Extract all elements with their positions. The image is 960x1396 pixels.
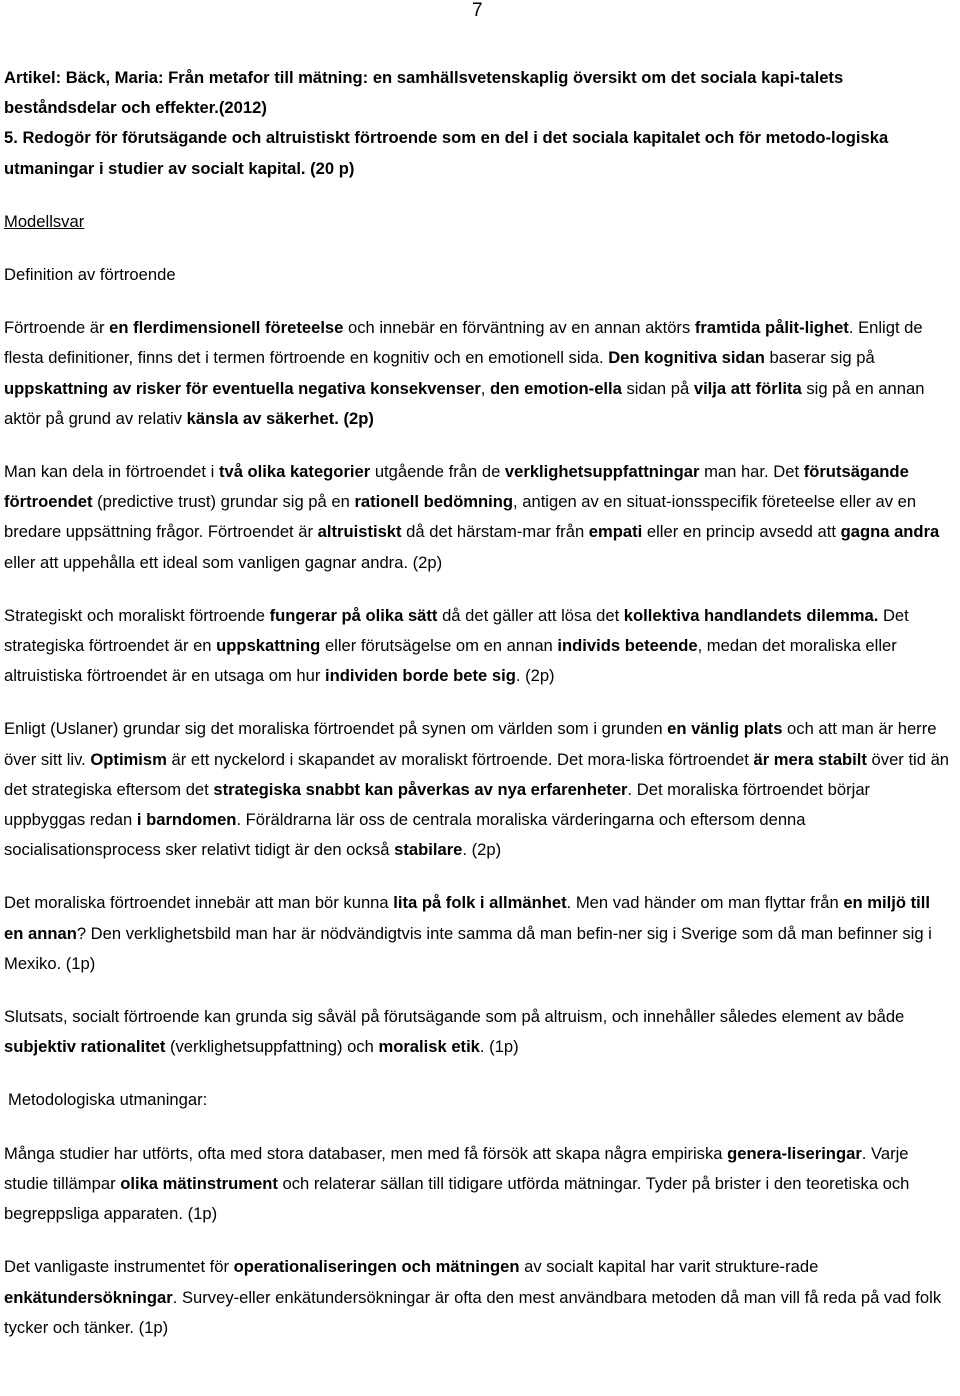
text-run: ? Den verklighetsbild man har är nödvändigtvis inte samma då man befin-ner sig i Sverige som då man befinner sig i Mexiko. (1p): [4, 923, 932, 973]
text-run: man har. Det: [699, 462, 804, 482]
text-run: . (2p): [515, 666, 555, 686]
text-run: . Föräldrarna lär oss de centrala moraliska värderingarna och eftersom denna socialisationsprocess sker relativt tidigt är den också: [4, 810, 806, 860]
text-run: , medan det moraliska eller altruistiska förtroendet är en utsaga om hur: [4, 636, 897, 686]
modellsvar-heading-text: Modellsvar: [4, 211, 85, 231]
text-run: Man kan dela in förtroendet i: [4, 462, 219, 482]
modellsvar-heading: [4, 207, 952, 237]
text-run: över tid än det strategiska eftersom det: [4, 749, 950, 799]
text-run: då det gäller att lösa det: [437, 605, 624, 625]
bold-run: uppskattning av risker för eventuella negativa konsekvenser: [4, 378, 481, 398]
bold-run: genera-liseringar: [727, 1143, 862, 1163]
bold-run: Optimism: [90, 749, 167, 769]
bold-run: vilja att förlita: [693, 378, 802, 398]
text-run: . Det moraliska förtroendet börjar uppbyggas redan: [4, 779, 871, 830]
text-run: Slutsats, socialt förtroende kan grunda sig såväl på förutsägande som på altruism, och innehåller således element av både: [4, 1007, 905, 1027]
bold-run: olika mätinstrument: [120, 1173, 278, 1193]
text-run: sig på en annan aktör på grund av relativ: [4, 378, 925, 428]
text-run: . Men vad händer om man flyttar från: [566, 893, 844, 913]
paragraph-moving: [4, 888, 952, 979]
bold-run: empati: [588, 522, 643, 542]
text-run: ,: [480, 378, 491, 398]
text-run: Det moraliska förtroendet innebär att man bör kunna: [4, 893, 394, 913]
text-run: eller en princip avsedd att: [642, 522, 841, 542]
definition-heading: [4, 260, 952, 290]
bold-run: förutsägande förtroendet: [4, 462, 909, 512]
text-run: eller att uppehålla ett ideal som vanligen gagnar andra. (2p): [4, 552, 443, 572]
text-run: . Varje studie tillämpar: [4, 1143, 909, 1193]
text-run: . Survey-eller enkätundersökningar är ofta den mest användbara metoden då man vill få reda på vad folk tycker och tänker. (1p): [4, 1287, 942, 1337]
text-run: är ett nyckelord i skapandet av moraliskt förtroende. Det mora-liska förtroendet: [166, 749, 754, 769]
paragraph-strategic-moral: [4, 601, 952, 692]
text-run: och att man är herre över sitt liv.: [4, 719, 937, 769]
bold-run: . (2p): [334, 408, 374, 428]
text-run: . Enligt de flesta definitioner, finns det i termen förtroende en kognitiv och en emotionell sida.: [4, 318, 923, 368]
paragraph-instrument: [4, 1252, 952, 1343]
bold-run: är mera stabilt: [753, 749, 867, 769]
bold-run: uppskattning: [216, 636, 321, 656]
text-run: (predictive trust) grundar sig på en: [92, 492, 355, 512]
bold-run: altruistiskt: [317, 522, 402, 542]
bold-run: rationell bedömning: [354, 492, 514, 512]
text-run: Enligt (Uslaner) grundar sig det moraliska förtroendet på synen om världen som i grunden: [4, 719, 668, 739]
text-run: Många studier har utförts, ofta med stora databaser, men med få försök att skapa några empiriska: [4, 1143, 728, 1163]
bold-run: verklighetsuppfattningar: [504, 462, 700, 482]
text-run: . (2p): [462, 840, 502, 860]
text-run: sidan på: [621, 378, 694, 398]
text-run: baserar sig på: [764, 348, 875, 368]
bold-run: enkätundersökningar: [4, 1287, 173, 1307]
bold-run: lita på folk i allmänhet: [393, 893, 567, 913]
paragraph-conclusion: [4, 1002, 952, 1062]
bold-run: två olika kategorier: [218, 462, 371, 482]
bold-run: kollektiva handlandets dilemma.: [623, 605, 879, 625]
text-run: (verklighetsuppfattning) och: [165, 1037, 379, 1057]
bold-run: den emotion-ella: [490, 378, 622, 398]
text-run: Förtroende är: [4, 318, 110, 338]
exam-question-text: 5. Redogör för förutsägande och altruistiskt förtroende som en del i det sociala kapitalet och för metodo-logiska utmaningar i studier av socialt kapital. (20 p): [4, 128, 889, 178]
text-run: Det strategiska förtroendet är en: [4, 605, 909, 656]
metod-heading-text: Metodologiska utmaningar:: [8, 1090, 208, 1110]
definition-heading-text: Definition av förtroende: [4, 265, 176, 285]
bold-run: individs beteende: [557, 636, 698, 656]
document-body: [4, 63, 952, 1343]
bold-run: moralisk etik: [378, 1037, 480, 1057]
text-run: av socialt kapital har varit strukture-rade: [519, 1257, 819, 1277]
bold-run: känsla av säkerhet: [186, 408, 335, 428]
bold-run: subjektiv rationalitet: [4, 1037, 166, 1057]
metod-heading: [4, 1085, 952, 1115]
bold-run: stabilare: [394, 840, 463, 860]
text-run: . (1p): [479, 1037, 519, 1057]
text-run: och relaterar sällan till tidigare utförda mätningar. Tyder på brister i den teoretiska och begreppsliga apparaten. (1p): [4, 1173, 910, 1224]
paragraph-generalizations: [4, 1139, 952, 1230]
article-reference-text: Artikel: Bäck, Maria: Från metafor till mätning: en samhällsvetenskaplig översikt om det sociala kapi-talets beståndsdelar och effekter.(2012): [4, 68, 844, 118]
text-run: Strategiskt och moraliskt förtroende: [4, 605, 270, 625]
paragraph-uslaner: [4, 714, 952, 865]
bold-run: i barndomen: [136, 810, 237, 830]
paragraph-definition: [4, 313, 952, 434]
bold-run: en miljö till en annan: [4, 893, 930, 943]
bold-run: operationaliseringen och mätningen: [233, 1257, 520, 1277]
bold-run: Den kognitiva sidan: [608, 348, 765, 368]
bold-run: strategiska snabbt kan påverkas av nya erfarenheter: [213, 779, 628, 799]
bold-run: en vänlig plats: [667, 719, 783, 739]
paragraph-categories: [4, 457, 952, 578]
text-run: Det vanligaste instrumentet för: [4, 1257, 234, 1277]
text-run: eller förutsägelse om en annan: [320, 636, 558, 656]
exam-question: [4, 123, 952, 183]
bold-run: gagna andra: [840, 522, 940, 542]
text-run: då det härstam-mar från: [401, 522, 589, 542]
text-run: , antigen av en situat-ionsspecifik företeelse eller av en bredare uppsättning frågor. Förtroendet är: [4, 492, 917, 542]
bold-run: en flerdimensionell företeelse: [109, 318, 344, 338]
bold-run: fungerar på olika sätt: [269, 605, 438, 625]
text-run: utgående från de: [370, 462, 505, 482]
text-run: och innebär en förväntning av en annan aktörs: [343, 318, 695, 338]
bold-run: individen borde bete sig: [324, 666, 516, 686]
article-reference: [4, 63, 952, 123]
page-number: 7: [472, 0, 483, 21]
bold-run: framtida pålit-lighet: [694, 318, 849, 338]
